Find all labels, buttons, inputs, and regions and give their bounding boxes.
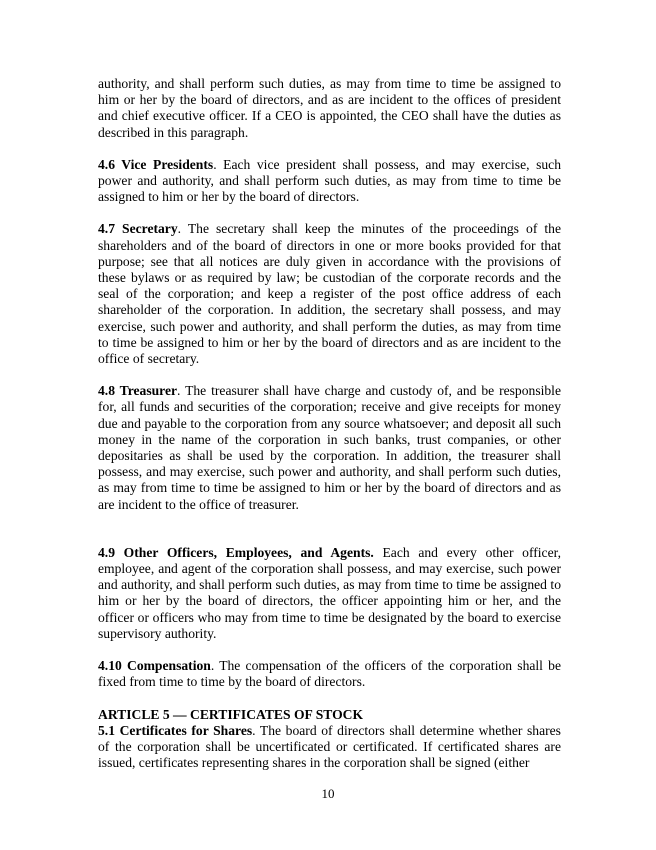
section-heading: 4.7 Secretary bbox=[98, 221, 178, 237]
section-body: . The treasurer shall have charge and custody of, and be responsible for, all funds and securities of the corporation; receive and give receipts for money due and payable to the corporation from any source whatsoever; and deposit all such money in the name of the corporation in such banks, trust companies, or other depositaries as shall be used by the corporation. In addition, the treasurer shall possess, and may exercise, such power and authority, and shall perform such duties, as may from time to time be assigned to him or her by the board of directors and as are incident to the office of treasurer. bbox=[98, 383, 561, 512]
section-body: Each and every other officer, employee, and agent of the corporation shall possess, and may exercise, such power and authority, and shall perform such duties, as may from time to time be assigned to him or her by the board of directors, the officer appointing him or her, and the officer or officers who may from time to time be designated by the board to exercise supervisory authority. bbox=[98, 544, 561, 641]
article-5-title: ARTICLE 5 — CERTIFICATES OF STOCK bbox=[98, 706, 364, 722]
spacer bbox=[98, 513, 561, 545]
section-4-10-compensation bbox=[98, 658, 561, 690]
section-5-1-certificates bbox=[98, 723, 561, 772]
spacer bbox=[98, 642, 561, 658]
section-4-6-vice-presidents bbox=[98, 157, 561, 206]
section-body: . The compensation of the officers of the corporation shall be fixed from time to time by the board of directors. bbox=[98, 658, 561, 690]
spacer bbox=[98, 205, 561, 221]
spacer bbox=[98, 367, 561, 383]
section-body: . The secretary shall keep the minutes of the proceedings of the shareholders and of the board of directors in one or more books provided for that purpose; see that all notices are duly given in accordance with the provisions of these bylaws or as required by law; be custodian of the corporate records and the seal of the corporation; and keep a register of the post office address of each shareholder of the corporation. In addition, the secretary shall possess, and may exercise, such power and authority, and shall perform the duties, as may from time to time be assigned to him or her by the board of directors and as are incident to the office of secretary. bbox=[98, 221, 561, 367]
spacer bbox=[98, 141, 561, 157]
section-heading: 4.6 Vice Presidents bbox=[98, 156, 214, 172]
section-heading: 4.9 Other Officers, Employees, and Agents. bbox=[98, 544, 374, 560]
section-4-8-treasurer bbox=[98, 383, 561, 513]
page-number: 10 bbox=[321, 786, 335, 801]
section-heading: 4.8 Treasurer bbox=[98, 383, 178, 399]
section-heading: 5.1 Certificates for Shares bbox=[98, 722, 253, 738]
section-4-7-secretary bbox=[98, 221, 561, 367]
paragraph-president-continued: authority, and shall perform such duties, as may from time to time be assigned to him or her by the board of directors, and as are incident to the offices of president and chief executive officer. If a CEO is appointed, the CEO shall have the duties as described in this paragraph. bbox=[98, 76, 561, 140]
spacer bbox=[98, 691, 561, 707]
section-4-9-other-officers bbox=[98, 545, 561, 642]
section-heading: 4.10 Compensation bbox=[98, 658, 211, 674]
section-body: . Each vice president shall possess, and may exercise, such power and authority, and shall perform such duties, as may from time to time be assigned to him or her by the board of directors. bbox=[98, 156, 561, 205]
document-page bbox=[98, 76, 561, 771]
section-body: . The board of directors shall determine whether shares of the corporation shall be uncertificated or certificated. If certificated shares are issued, certificates representing shares in the corporation shall be signed (either bbox=[98, 722, 561, 771]
